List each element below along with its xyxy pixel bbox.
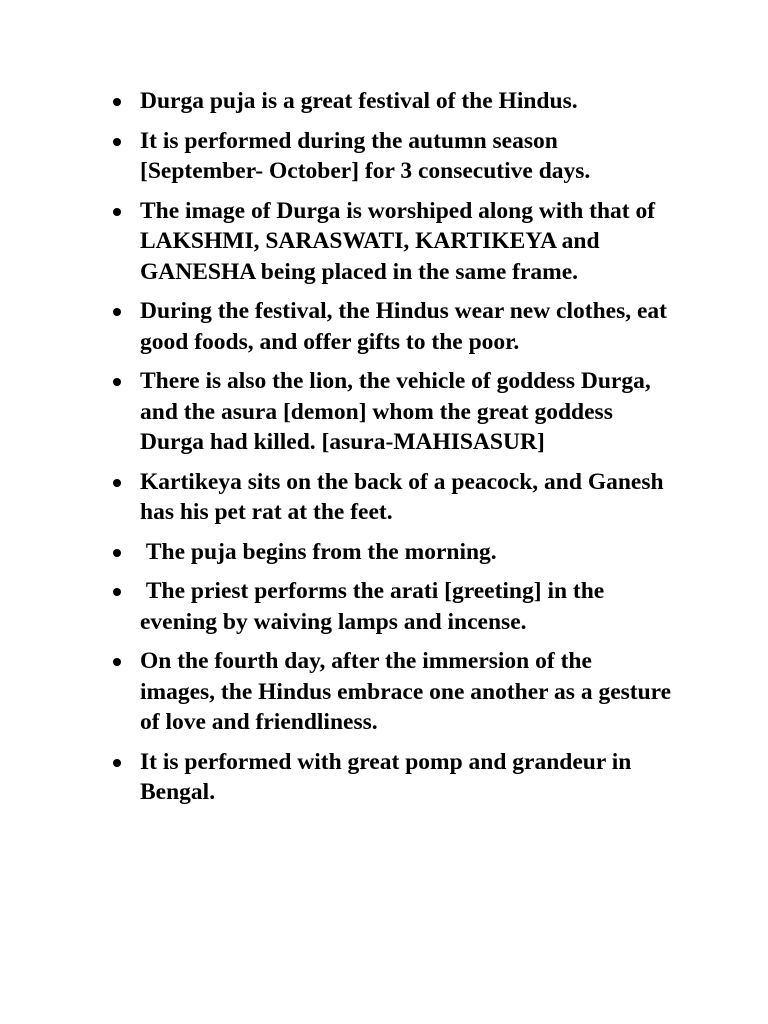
bullet-text: It is performed during the autumn season [September- October] for 3 consecutive days. — [140, 127, 591, 184]
bullet-item — [112, 576, 672, 637]
bullet-item — [112, 646, 677, 738]
bullet-text: There is also the lion, the vehicle of goddess Durga, and the asura [demon] whom the great goddess Durga had killed. [asura-MAHISASUR] — [140, 368, 657, 455]
bullet-item — [112, 126, 672, 187]
bullet-text: It is performed with great pomp and grandeur in Bengal. — [140, 748, 638, 805]
bullet-item — [112, 467, 672, 528]
bullet-text: Durga puja is a great festival of the Hindus. — [140, 88, 578, 114]
bullet-dot-icon — [113, 479, 121, 487]
bullet-dot-icon — [113, 759, 121, 767]
bullet-text: Kartikeya sits on the back of a peacock, and Ganesh has his pet rat at the feet. — [140, 468, 670, 525]
bullet-item — [112, 366, 672, 458]
bullet-item — [112, 296, 672, 357]
bullet-text: On the fourth day, after the immersion of the images, the Hindus embrace one another as a gesture of love and friendliness. — [140, 648, 677, 735]
bullet-dot-icon — [113, 658, 121, 666]
bullet-dot-icon — [113, 138, 121, 146]
bullet-text: The image of Durga is worshiped along with that of LAKSHMI, SARASWATI, KARTIKEYA and GANESHA being placed in the same frame. — [140, 197, 661, 285]
bullet-item — [112, 537, 672, 568]
bullet-dot-icon — [113, 98, 121, 106]
bullet-list — [112, 86, 677, 817]
bullet-item — [112, 747, 672, 808]
bullet-item — [112, 86, 672, 117]
bullet-dot-icon — [113, 549, 121, 557]
bullet-item — [112, 196, 672, 288]
bullet-dot-icon — [113, 588, 121, 596]
bullet-text: The priest performs the arati [greeting] in the evening by waiving lamps and incense. — [140, 578, 611, 635]
bullet-dot-icon — [113, 378, 121, 386]
bullet-text: The puja begins from the morning. — [140, 538, 497, 565]
bullet-text: During the festival, the Hindus wear new clothes, eat good foods, and offer gifts to the poor. — [140, 298, 673, 355]
bullet-dot-icon — [113, 308, 121, 316]
bullet-dot-icon — [113, 208, 121, 216]
